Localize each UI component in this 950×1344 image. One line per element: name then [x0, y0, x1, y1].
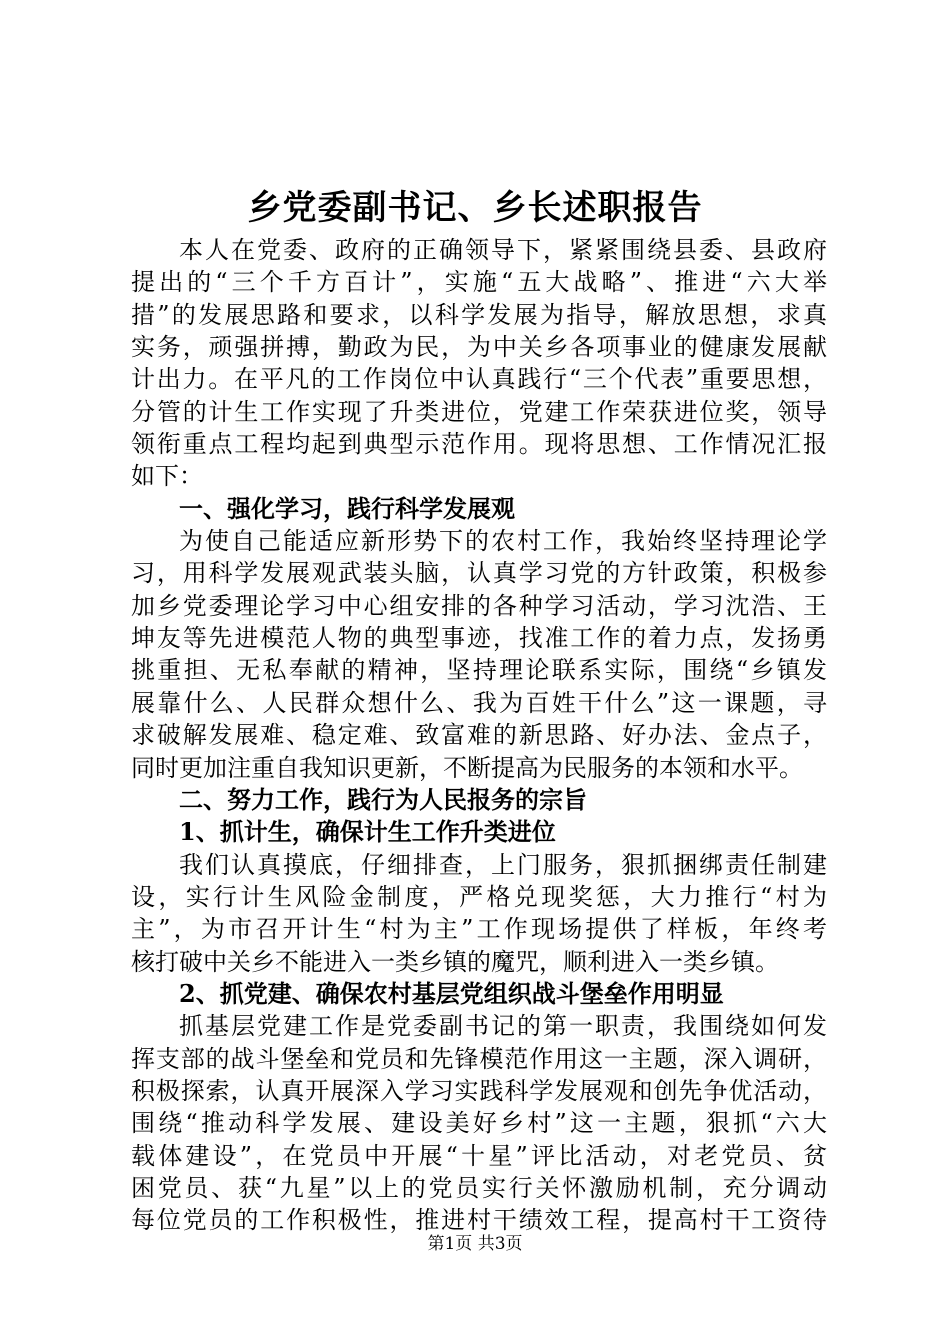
section-heading: 一、强化学习，践行科学发展观: [179, 493, 515, 523]
paragraph-line: 同时更加注重自我知识更新，不断提高为民服务的本领和水平。: [131, 753, 803, 782]
paragraph-line: 如下：: [131, 462, 203, 491]
paragraph-line: 本人在党委、政府的正确领导下，紧紧围绕县委、县政府: [179, 236, 827, 264]
paragraph-line: 领衔重点工程均起到典型示范作用。现将思想、工作情况汇报: [131, 430, 827, 459]
page-footer: 第1页 共3页: [427, 1234, 523, 1254]
paragraph-line: 我们认真摸底，仔细排查，上门服务，狠抓捆绑责任制建: [179, 850, 827, 879]
paragraph-line: 坤友等先进模范人物的典型事迹，找准工作的着力点，发扬勇: [131, 624, 827, 653]
paragraph-line: 实务，顽强拼搏，勤政为民，为中关乡各项事业的健康发展献: [131, 333, 827, 362]
paragraph-line: 习，用科学发展观武装头脑，认真学习党的方针政策，积极参: [131, 559, 827, 588]
paragraph-line: 积极探索，认真开展深入学习实践科学发展观和创先争优活动，: [131, 1076, 827, 1105]
paragraph-line: 为使自己能适应新形势下的农村工作，我始终坚持理论学: [179, 527, 827, 556]
subsection-heading: 2、抓党建、确保农村基层党组织战斗堡垒作用明显: [179, 978, 724, 1008]
paragraph-line: 提出的“三个千方百计”，实施“五大战略”、推进“六大举: [131, 268, 827, 297]
paragraph-line: 挥支部的战斗堡垒和党员和先锋模范作用这一主题，深入调研，: [131, 1044, 827, 1073]
paragraph-line: 分管的计生工作实现了升类进位，党建工作荣获进位奖，领导: [131, 397, 827, 426]
paragraph-line: 计出力。在平凡的工作岗位中认真践行“三个代表”重要思想，: [131, 365, 827, 394]
section-heading: 二、努力工作，践行为人民报务的宗旨: [179, 784, 587, 814]
paragraph-line: 困党员、获“九星”以上的党员实行关怀激励机制，充分调动: [131, 1173, 827, 1202]
paragraph-line: 加乡党委理论学习中心组安排的各种学习活动，学习沈浩、王: [131, 591, 827, 620]
paragraph-line: 抓基层党建工作是党委副书记的第一职责，我围绕如何发: [179, 1012, 827, 1041]
paragraph-line: 设，实行计生风险金制度，严格兑现奖惩，大力推行“村为: [131, 882, 827, 911]
subsection-heading: 1、抓计生，确保计生工作升类进位: [179, 817, 556, 847]
paragraph-line: 措”的发展思路和要求，以科学发展为指导，解放思想，求真: [131, 300, 827, 329]
paragraph-line: 展靠什么、人民群众想什么、我为百姓干什么”这一课题，寻: [131, 688, 827, 717]
paragraph-line: 求破解发展难、稳定难、致富难的新思路、好办法、金点子，: [131, 721, 827, 750]
paragraph-line: 围绕“推动科学发展、建设美好乡村”这一主题，狠抓“六大: [131, 1109, 827, 1138]
paragraph-line: 载体建设”，在党员中开展“十星”评比活动，对老党员、贫: [131, 1141, 827, 1170]
paragraph-line: 核打破中关乡不能进入一类乡镇的魔咒，顺利进入一类乡镇。: [131, 947, 779, 976]
document-body: [131, 234, 827, 1237]
paragraph-line: 每位党员的工作积极性，推进村干绩效工程，提高村干工资待: [131, 1206, 827, 1235]
paragraph-line: 挑重担、无私奉献的精神，坚持理论联系实际，围绕“乡镇发: [131, 656, 827, 685]
paragraph-line: 主”，为市召开计生“村为主”工作现场提供了样板，年终考: [131, 915, 827, 944]
document-title: 乡党委副书记、乡长述职报告: [247, 188, 703, 228]
